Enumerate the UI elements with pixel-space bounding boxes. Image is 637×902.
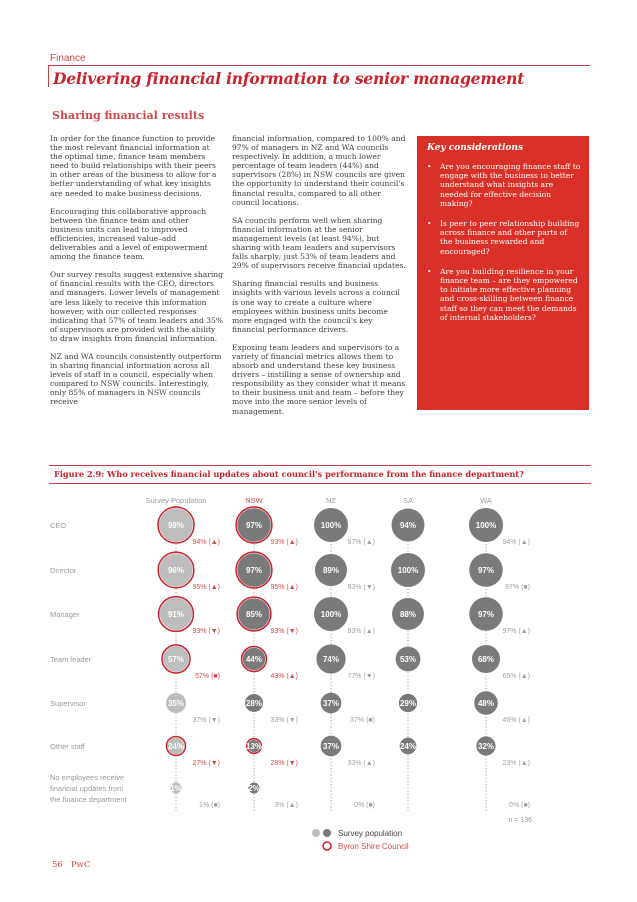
- bubble-label: 100%: [397, 566, 419, 575]
- council-value: 23% (▲): [502, 760, 530, 767]
- bubble-label: 28%: [245, 699, 263, 708]
- council-value: 45% (▲): [502, 717, 530, 724]
- row-label: the finance department: [50, 795, 127, 804]
- council-value: 0% (■): [354, 802, 375, 809]
- key-consideration-text: Are you encouraging finance staff to engage with the business to better understand what insights are needed for effective decision making?: [440, 162, 581, 208]
- footer-brand: PwC: [70, 860, 91, 870]
- council-value: 93% (▲): [347, 628, 375, 635]
- row-label: Director: [50, 566, 77, 575]
- bubble-label: 24%: [399, 742, 417, 751]
- legend-ring-icon: [323, 842, 331, 850]
- paragraph: Our survey results suggest extensive sharing of financial results with the CEO, directors and managers. Lower levels of management are less likely to receive this information however, with our collected responses indicating that 57% of team leaders and 35% of supervisors are provided with the ability to draw insights from financial information.: [50, 270, 223, 343]
- row-label: Manager: [50, 610, 80, 619]
- figure-title: Figure 2.9: Who receives financial updates about council's performance from the finance department?: [54, 469, 524, 479]
- row-label: No employees receive: [50, 773, 125, 782]
- bubble-label: 2%: [248, 784, 260, 793]
- bubble-label: 53%: [399, 655, 417, 664]
- row-label: Other staff: [50, 742, 85, 751]
- bubble-label: 100%: [320, 521, 342, 530]
- council-value: 95% (▲): [192, 584, 220, 591]
- column-header: WA: [480, 496, 492, 505]
- section-subheading: Sharing financial results: [52, 109, 205, 122]
- row-label: Team leader: [50, 655, 92, 664]
- paragraph: Sharing financial results and business insights with various levels across a council is one way to create a culture where employees within business units become more engaged with the council's key financial performance drivers.: [232, 279, 400, 334]
- council-value: 95% (▲): [270, 584, 298, 591]
- bubble-label: 96%: [167, 566, 185, 575]
- council-value: 3% (▲): [274, 802, 298, 809]
- council-value: 28% (▼): [270, 760, 298, 767]
- bubble-label: 1%: [170, 784, 182, 793]
- council-value: 1% (■): [199, 802, 220, 809]
- bubble-label: 94%: [399, 521, 417, 530]
- council-value: 93% (▲): [270, 539, 298, 546]
- bubble-label: 91%: [167, 610, 185, 619]
- bubble-label: 98%: [167, 521, 185, 530]
- column-header: NZ: [326, 496, 336, 505]
- key-considerations-title: Key considerations: [427, 143, 524, 153]
- bubble-label: 89%: [322, 566, 340, 575]
- bubble-label: 48%: [477, 699, 495, 708]
- sample-note: n = 136: [508, 817, 532, 824]
- row-label: financial updates from: [50, 784, 124, 793]
- bubble-label: 100%: [475, 521, 497, 530]
- bubble-label: 32%: [477, 742, 495, 751]
- bubble-label: 68%: [477, 655, 495, 664]
- paragraph: financial information, compared to 100% and 97% of managers in NZ and WA councils respectively. In addition, a much lower percentage of team leaders (44%) and supervisors (28%) in NSW councils are given the opportunity to understand their council's financial results, compared to all other council locations.: [232, 134, 406, 207]
- page-number: 56: [52, 860, 63, 870]
- council-value: 77% (▼): [347, 673, 375, 680]
- council-value: 93% (▼): [192, 628, 220, 635]
- council-value: 65% (▲): [502, 673, 530, 680]
- bullet-icon: •: [427, 219, 432, 229]
- bubble-label: 35%: [167, 699, 185, 708]
- paragraph: NZ and WA councils consistently outperform in sharing financial information across all levels of staff in a council, especially when compared to NSW councils. Interestingly, only 85% of managers in NSW councils receive: [50, 351, 222, 407]
- council-value: 93% (▼): [347, 584, 375, 591]
- bubble-label: 37%: [322, 699, 340, 708]
- council-value: 33% (▼): [270, 717, 298, 724]
- bubble-label: 29%: [399, 699, 417, 708]
- bubble-label: 97%: [477, 610, 495, 619]
- paragraph: In order for the finance function to provide the most relevant financial information at the optimal time, finance team members need to build relationships with their peers in other areas of the business to allow for a better understanding of what key insights are needed to make business decisions.: [50, 134, 217, 198]
- bullet-icon: •: [427, 266, 432, 276]
- page-footer: [52, 860, 98, 870]
- page-title: Delivering financial information to senior management: [53, 69, 525, 88]
- bubble-label: 100%: [320, 610, 342, 619]
- paragraph: Exposing team leaders and supervisors to a variety of financial metrics allows them to absorb and understand these key business drivers – instilling a sense of ownership and responsibility as they consider what it means to their business unit and team – before they move into the more senior levels of management.: [232, 342, 406, 416]
- council-value: 94% (▲): [502, 539, 530, 546]
- council-value: 97% (▲): [347, 539, 375, 546]
- column-header: SA: [402, 496, 414, 505]
- council-value: 37% (■): [350, 717, 375, 724]
- bubble-label: 44%: [245, 655, 263, 664]
- row-label: CEO: [50, 521, 67, 530]
- bubble-label: 97%: [477, 566, 495, 575]
- council-value: 43% (▲): [270, 673, 298, 680]
- key-consideration-text: Are you building resilience in your finance team – are they empowered to initiate more effective planning and cross-skilling between finance staff so they can meet the demands of internal stakeholders?: [440, 266, 578, 322]
- section-label: Finance: [50, 53, 86, 64]
- bullet-icon: •: [427, 162, 432, 171]
- bubble-label: 88%: [399, 610, 417, 619]
- council-value: 94% (▲): [192, 539, 220, 546]
- paragraph: Encouraging this collaborative approach between the finance team and other business units can lead to improved efficiencies, increased value–add deliverables and a level of empowerment among the finance team.: [50, 206, 208, 262]
- council-value: 93% (▼): [270, 628, 298, 635]
- bubble-label: 13%: [245, 742, 263, 751]
- bubble-label: 85%: [245, 610, 263, 619]
- council-value: 97% (▲): [502, 628, 530, 635]
- bubble-label: 24%: [167, 742, 185, 751]
- council-value: 37% (▼): [192, 717, 220, 724]
- legend-dark-dot: [323, 829, 331, 837]
- legend-light-dot: [312, 829, 320, 837]
- column-header: NSW: [245, 496, 263, 505]
- council-value: 33% (▲): [347, 760, 375, 767]
- key-consideration-text: Is peer to peer relationship building across finance and other parts of the business rewarded and encouraged?: [440, 219, 580, 256]
- paragraph: SA councils perform well when sharing financial information at the senior management levels (at least 94%), but sharing with team leaders and supervisors falls sharply; just 53% of team leaders and 29% of supervisors receive financial updates.: [232, 215, 406, 271]
- council-value: 27% (▼): [192, 760, 220, 767]
- row-label: Supervisor: [50, 699, 86, 708]
- bubble-label: 37%: [322, 742, 340, 751]
- bubble-label: 97%: [245, 521, 263, 530]
- bubble-label: 74%: [322, 655, 340, 664]
- legend-council-label: Byron Shire Council: [338, 842, 409, 851]
- column-header: Survey Population: [145, 496, 207, 505]
- council-value: 0% (■): [509, 802, 530, 809]
- legend-survey-label: Survey population: [338, 829, 403, 838]
- council-value: 57% (■): [195, 673, 220, 680]
- bubble-label: 57%: [167, 655, 185, 664]
- council-value: 97% (■): [505, 584, 530, 591]
- bubble-label: 97%: [245, 566, 263, 575]
